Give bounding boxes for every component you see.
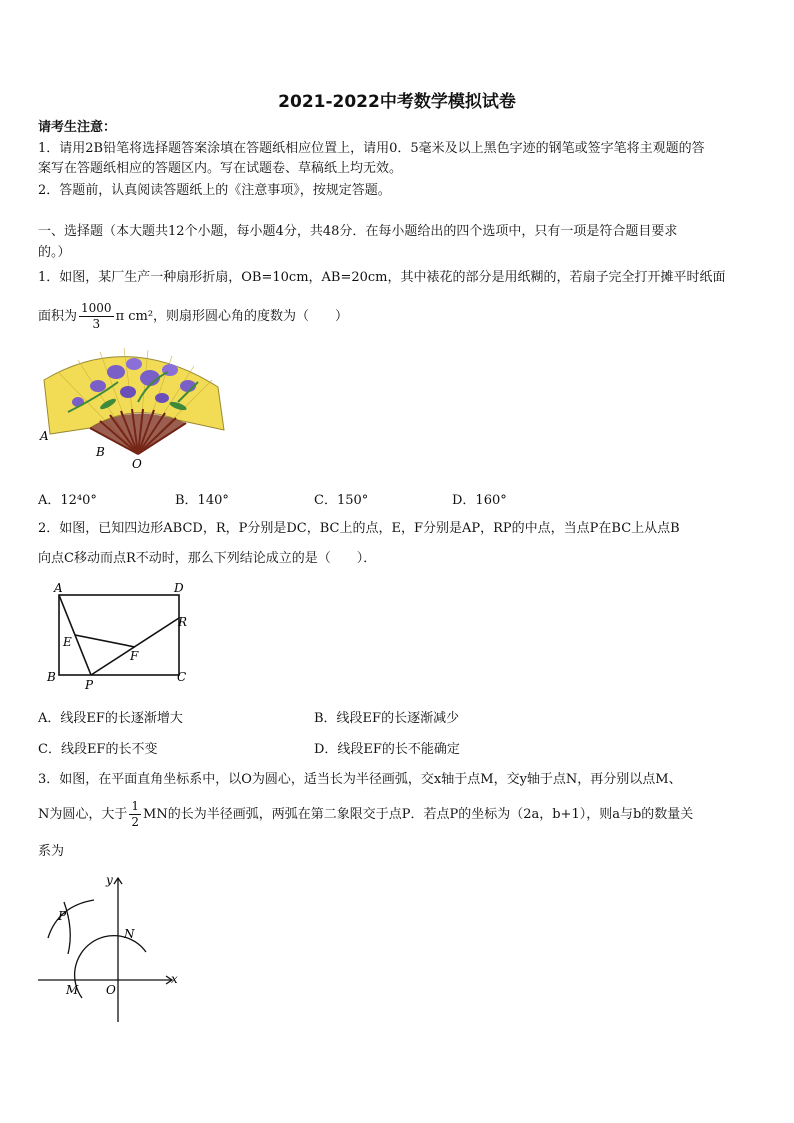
q1-option-a[interactable]: A．12⁴0°	[38, 493, 97, 508]
q1-option-b[interactable]: B．140°	[175, 493, 229, 508]
origin-label-o: O	[106, 983, 116, 997]
label-p: P	[85, 678, 94, 692]
label-b: B	[47, 670, 56, 684]
q3-pre: N为圆心，大于	[38, 807, 128, 822]
fan-label-b: B	[96, 445, 105, 459]
label-r: R	[178, 615, 188, 629]
q1-option-c[interactable]: C．150°	[314, 493, 369, 508]
q2-option-d[interactable]: D．线段EF的长不能确定	[314, 742, 460, 757]
point-label-m: M	[66, 983, 79, 997]
q1-line-1: 1．如图，某厂生产一种扇形折扇，OB=10cm，AB=20cm，其中裱花的部分是用纸糊的，若扇子完全打开摊平时纸面	[38, 270, 726, 285]
section-heading-line-2: 的。）	[38, 245, 71, 260]
fan-figure	[38, 342, 228, 472]
axis-label-y: y	[106, 873, 113, 887]
notice-line-3: 2．答题前，认真阅读答题纸上的《注意事项》，按规定答题。	[38, 183, 391, 198]
q1-frac-num: 1000	[81, 301, 112, 315]
arc-from-n	[48, 900, 94, 938]
q2-option-c[interactable]: C．线段EF的长不变	[38, 742, 158, 757]
q1-pre: 面积为	[38, 309, 78, 324]
label-e: E	[63, 635, 72, 649]
point-label-p: P	[58, 909, 67, 923]
q2-line-1: 2．如图，已知四边形ABCD，R，P分别是DC，BC上的点，E，F分别是AP，RP的中点，当点P在BC上从点B	[38, 521, 680, 536]
q2-option-a[interactable]: A．线段EF的长逐渐增大	[38, 711, 183, 726]
coordinate-figure	[34, 870, 184, 1025]
fan-label-a: A	[40, 429, 49, 443]
q2-option-b[interactable]: B．线段EF的长逐渐减少	[314, 711, 460, 726]
notice-line-1: 1．请用2B铅笔将选择题答案涂填在答题纸相应位置上，请用0．5毫米及以上黑色字迹的钢笔或签字笔将主观题的答	[38, 141, 705, 156]
label-a: A	[54, 581, 63, 595]
q1-line-2	[38, 301, 348, 332]
notice-line-2: 案写在答题纸相应的答题区内。写在试题卷、草稿纸上均无效。	[38, 161, 403, 176]
q3-fraction	[129, 799, 141, 830]
q3-post: MN的长为半径画弧，两弧在第二象限交于点P．若点P的坐标为（2a，b+1），则a与b的数量关	[143, 807, 694, 822]
label-f: F	[130, 649, 139, 663]
q1-frac-den: 3	[92, 317, 101, 331]
label-c: C	[177, 670, 187, 684]
q2-line-2: 向点C移动而点R不动时，那么下列结论成立的是（ ）．	[38, 551, 377, 566]
q3-frac-den: 2	[131, 815, 140, 829]
segment-ef	[75, 635, 135, 647]
axis-label-x: x	[171, 972, 178, 986]
label-d: D	[174, 581, 184, 595]
q3-line-3: 系为	[38, 844, 65, 859]
q1-fraction	[79, 301, 114, 332]
point-label-n: N	[124, 927, 135, 941]
q1-post: π cm²，则扇形圆心角的度数为（ ）	[115, 309, 349, 324]
quadrilateral-figure	[44, 578, 194, 693]
section-heading-line-1: 一、选择题（本大题共12个小题，每小题4分，共48分．在每小题给出的四个选项中，只有一项是符合题目要求	[38, 224, 678, 239]
page-title: 2021-2022中考数学模拟试卷	[278, 92, 516, 112]
q3-line-1: 3．如图，在平面直角坐标系中，以O为圆心，适当长为半径画弧，交x轴于点M，交y轴于点N，再分别以点M、	[38, 772, 682, 787]
q3-frac-num: 1	[131, 799, 140, 813]
notice-heading: 请考生注意：	[38, 120, 117, 135]
q1-option-d[interactable]: D．160°	[452, 493, 507, 508]
q3-line-2	[38, 798, 693, 832]
fan-label-o: O	[132, 457, 142, 471]
